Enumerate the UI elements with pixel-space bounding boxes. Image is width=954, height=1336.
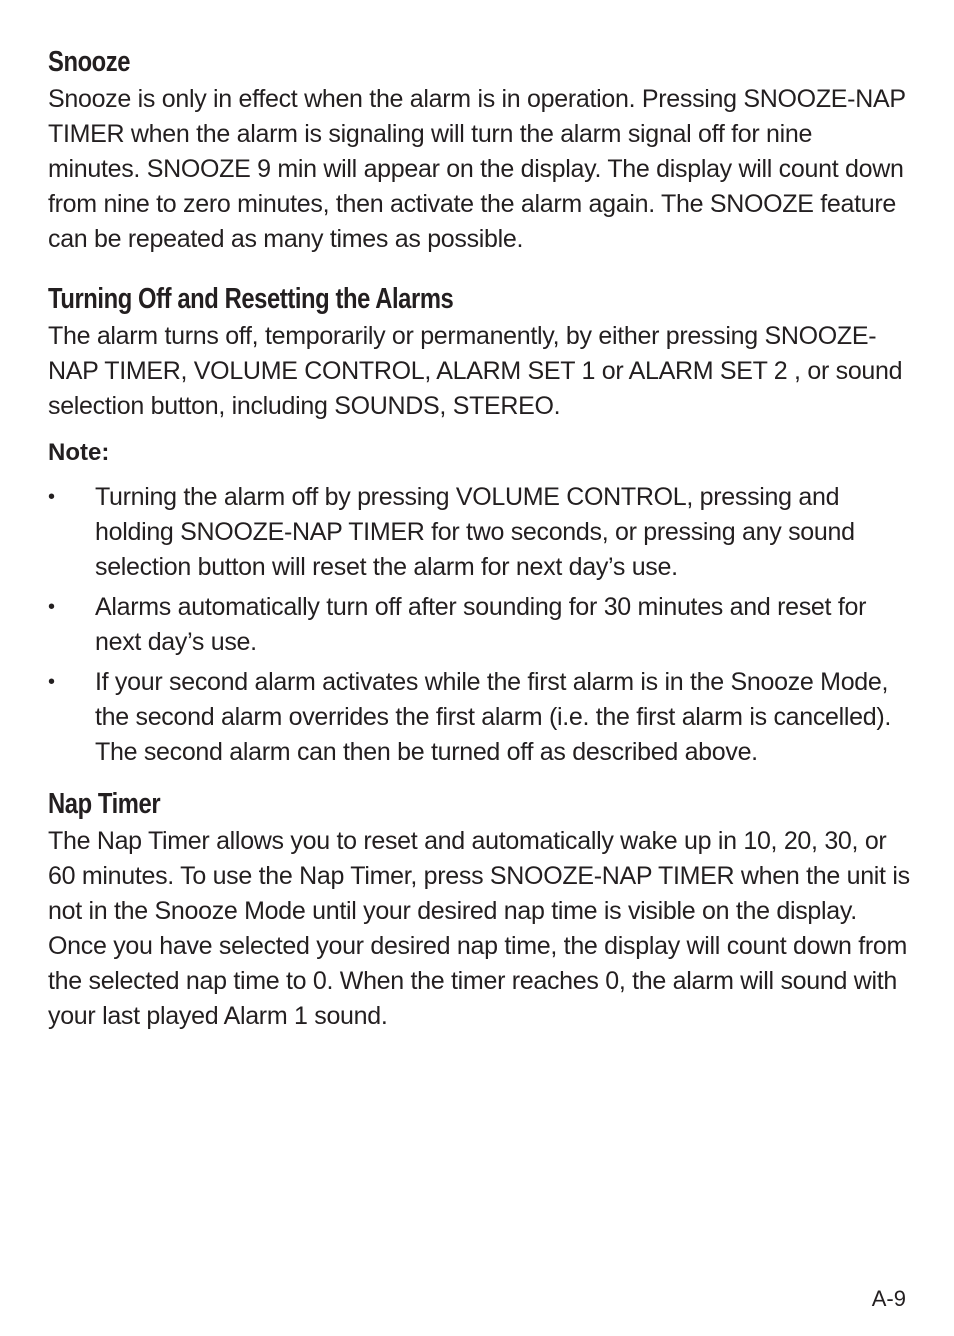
snooze-heading: Snooze — [48, 46, 131, 78]
turning-off-section — [48, 279, 910, 770]
nap-timer-section — [48, 784, 910, 1034]
bullet-icon: • — [48, 486, 55, 508]
nap-timer-heading: Nap Timer — [48, 788, 161, 820]
nap-timer-paragraph: The Nap Timer allows you to reset and automatically wake up in 10, 20, 30, or 60 minutes. To use the Nap Timer, press SNOOZE-NAP TIMER when the unit is not in the Snooze Mode until your desired nap time is visible on the display. Once you have selected your desired nap time, the display will count down from the selected nap time to 0. When the timer reaches 0, the alarm will sound with your last played Alarm 1 sound. — [48, 827, 910, 1030]
bullet-icon: • — [48, 671, 55, 693]
turning-off-heading: Turning Off and Resetting the Alarms — [48, 283, 454, 315]
snooze-section — [48, 42, 910, 257]
manual-page — [48, 42, 910, 1034]
note-bullet-text: If your second alarm activates while the first alarm is in the Snooze Mode, the second alarm overrides the first alarm (i.e. the first alarm is cancelled). The second alarm can then be turned off as described above. — [95, 668, 892, 766]
bullet-icon: • — [48, 596, 55, 618]
snooze-paragraph: Snooze is only in effect when the alarm is in operation. Pressing SNOOZE-NAP TIMER when the alarm is signaling will turn the alarm signal off for nine minutes. SNOOZE 9 min will appear on the display. The display will count down from nine to zero minutes, then activate the alarm again. The SNOOZE feature can be repeated as many times as possible. — [48, 85, 906, 253]
note-bullet-text: Alarms automatically turn off after sounding for 30 minutes and reset for next day’s use. — [95, 593, 867, 656]
turning-off-paragraph: The alarm turns off, temporarily or permanently, by either pressing SNOOZE-NAP TIMER, VOLUME CONTROL, ALARM SET 1 or ALARM SET 2 , or sound selection button, including SOUNDS, STEREO. — [48, 322, 903, 420]
note-label: Note: — [48, 439, 110, 466]
note-bullet-item — [48, 480, 910, 585]
page-number: A-9 — [871, 1286, 906, 1311]
note-bullet-text: Turning the alarm off by pressing VOLUME CONTROL, pressing and holding SNOOZE-NAP TIMER for two seconds, or pressing any sound selection button will reset the alarm for next day’s use. — [95, 483, 855, 581]
note-bullet-list — [48, 480, 910, 770]
note-bullet-item — [48, 590, 910, 660]
note-bullet-item — [48, 665, 910, 770]
